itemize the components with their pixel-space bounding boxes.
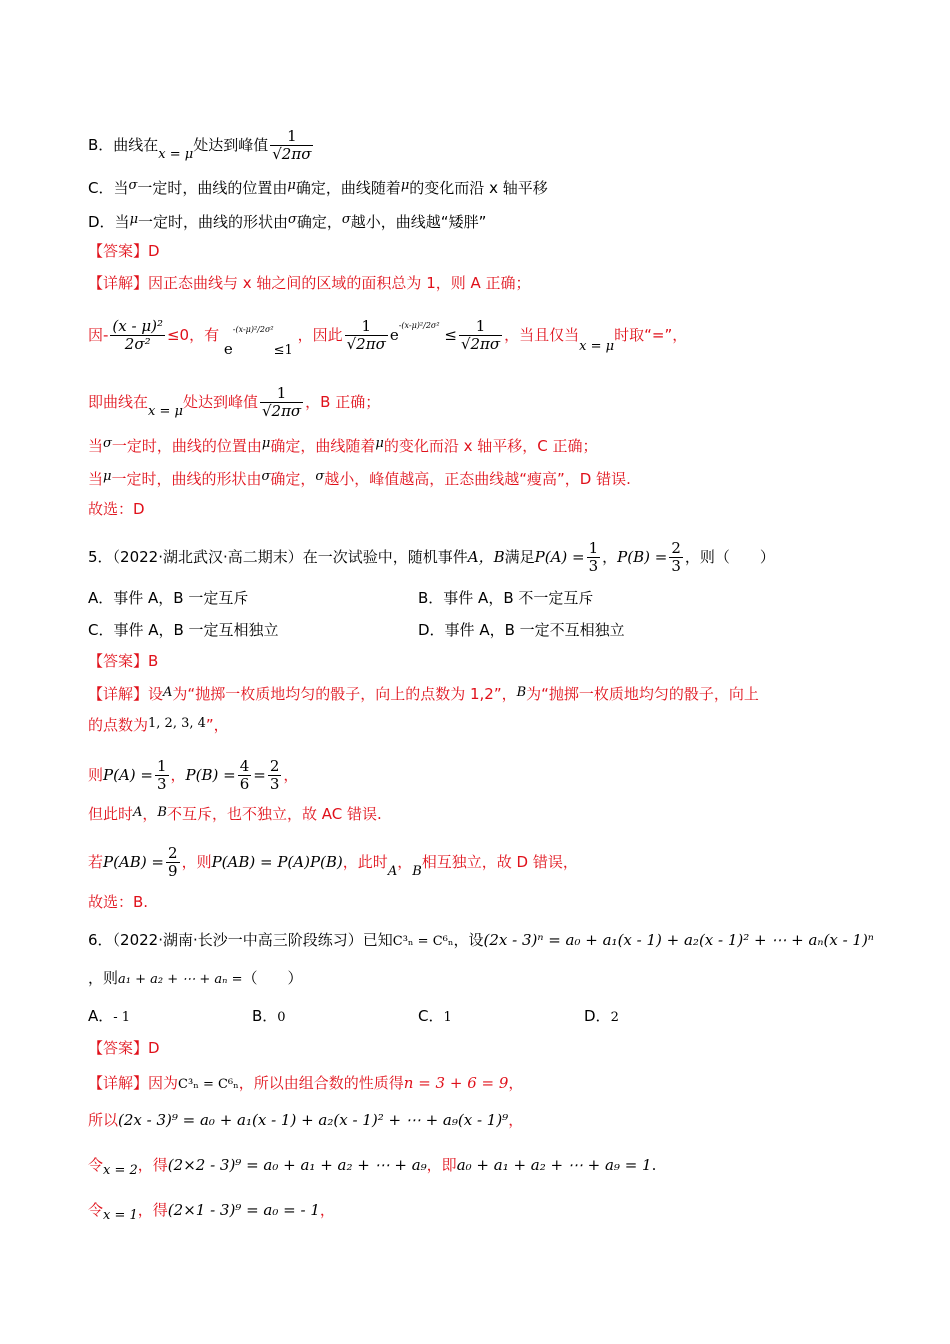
q5-stem: 5．（2022·湖北武汉·高二期末）在一次试验中，随机事件A，B满足P(A) = $\frac{1}{3}$ ，P(B) = $\frac{2}{3}$ ，则（ ） <box>88 539 775 575</box>
q4-detail-2: 因- $\frac{\text{(x - μ)²}}{\text{2σ²}}$ ≤0，有 $e^{-(x-\mu)^2/2\sigma^2}\le 1$ ，因此 $\frac{1}{√2\pi\sigma}$ $e^{-(x-\mu)^2/2\sigma^2}$ ≤ $\frac{1}{√2\pi\sigma}$ ，当且仅当x = μ时取“=”， <box>88 317 688 358</box>
q6-option-a: A．- 1 <box>88 1007 131 1025</box>
q6-detail-3: 令x = 2，得(2×2 - 3)⁹ = a₀ + a₁ + a₂ + ⋯ + a₉，即a₀ + a₁ + a₂ + ⋯ + a₉ = 1. <box>88 1156 657 1178</box>
q4-option-b: B．曲线在x = μ处达到峰值 $\frac{1}{√2\pi\sigma}$ <box>88 127 312 163</box>
q6-stem-1: 6．（2022·湖南·长沙一中高三阶段练习）已知C³ₙ = C⁶ₙ，设(2x - 3)ⁿ = a₀ + a₁(x - 1) + a₂(x - 1)² + ⋯ + aₙ(x - 1)ⁿ <box>88 931 874 949</box>
q6-stem-2: ，则a₁ + a₂ + ⋯ + aₙ =（ ） <box>88 969 303 987</box>
q5-detail-2: 的点数为1, 2, 3, 4”， <box>88 716 229 734</box>
q4-detail-4: 当σ一定时，曲线的位置由μ确定，曲线随着μ的变化而沿 x 轴平移，C 正确； <box>88 436 598 455</box>
q4-detail-3: 即曲线在x = μ处达到峰值 $\frac{1}{√2\pi\sigma}$ ，B 正确； <box>88 384 381 420</box>
q5-detail-1: 【详解】设A为“抛掷一枚质地均匀的骰子，向上的点数为 1,2”，B为“抛掷一枚质地均匀的骰子，向上 <box>88 685 759 703</box>
q6-detail-2: 所以(2x - 3)⁹ = a₀ + a₁(x - 1) + a₂(x - 1)² + ⋯ + a₉(x - 1)⁹， <box>88 1111 524 1129</box>
peak-fraction: $\frac{1}{√2\pi\sigma}$ <box>272 127 312 163</box>
q5-option-a: A．事件 A，B 一定互斥 <box>88 589 249 607</box>
q5-answer: 【答案】B <box>88 652 159 670</box>
q4-choose: 故选：D <box>88 500 145 518</box>
q5-option-c: C．事件 A，B 一定互相独立 <box>88 621 279 639</box>
q5-option-b: B．事件 A，B 不一定互斥 <box>418 589 594 607</box>
q5-detail-3: 则P(A) = $\frac{1}{3}$ ，P(B) = $\frac{4}{6}$ = $\frac{2}{3}$ ， <box>88 757 299 793</box>
q6-detail-4: 令x = 1，得(2×1 - 3)⁹ = a₀ = - 1， <box>88 1201 335 1223</box>
q6-answer: 【答案】D <box>88 1039 160 1057</box>
q4-answer: 【答案】D <box>88 242 160 260</box>
q6-option-d: D．2 <box>584 1007 619 1025</box>
q6-option-b: B．0 <box>252 1007 286 1025</box>
q4-option-c: C．当σ一定时，曲线的位置由μ确定，曲线随着μ的变化而沿 x 轴平移 <box>88 178 548 197</box>
q6-detail-1: 【详解】因为C³ₙ = C⁶ₙ，所以由组合数的性质得n = 3 + 6 = 9， <box>88 1074 524 1092</box>
q5-choose: 故选：B. <box>88 893 149 911</box>
q4-detail-5: 当μ一定时，曲线的形状由σ确定，σ越小，峰值越高，正态曲线越“瘦高”，D 错误. <box>88 469 631 488</box>
q6-option-c: C．1 <box>418 1007 452 1025</box>
q5-detail-5: 若P(AB) = $\frac{2}{9}$ ，则P(AB) = P(A)P(B)，此时A，B相互独立，故 D 错误， <box>88 844 578 880</box>
q5-detail-4: 但此时A，B不互斥，也不独立，故 AC 错误. <box>88 805 382 823</box>
q4-option-d: D．当μ一定时，曲线的形状由σ确定，σ越小，曲线越“矮胖” <box>88 212 487 231</box>
q4-detail-1: 【详解】因正态曲线与 x 轴之间的区域的面积总为 1，则 A 正确； <box>88 274 531 292</box>
q5-option-d: D．事件 A，B 一定不互相独立 <box>418 621 625 639</box>
